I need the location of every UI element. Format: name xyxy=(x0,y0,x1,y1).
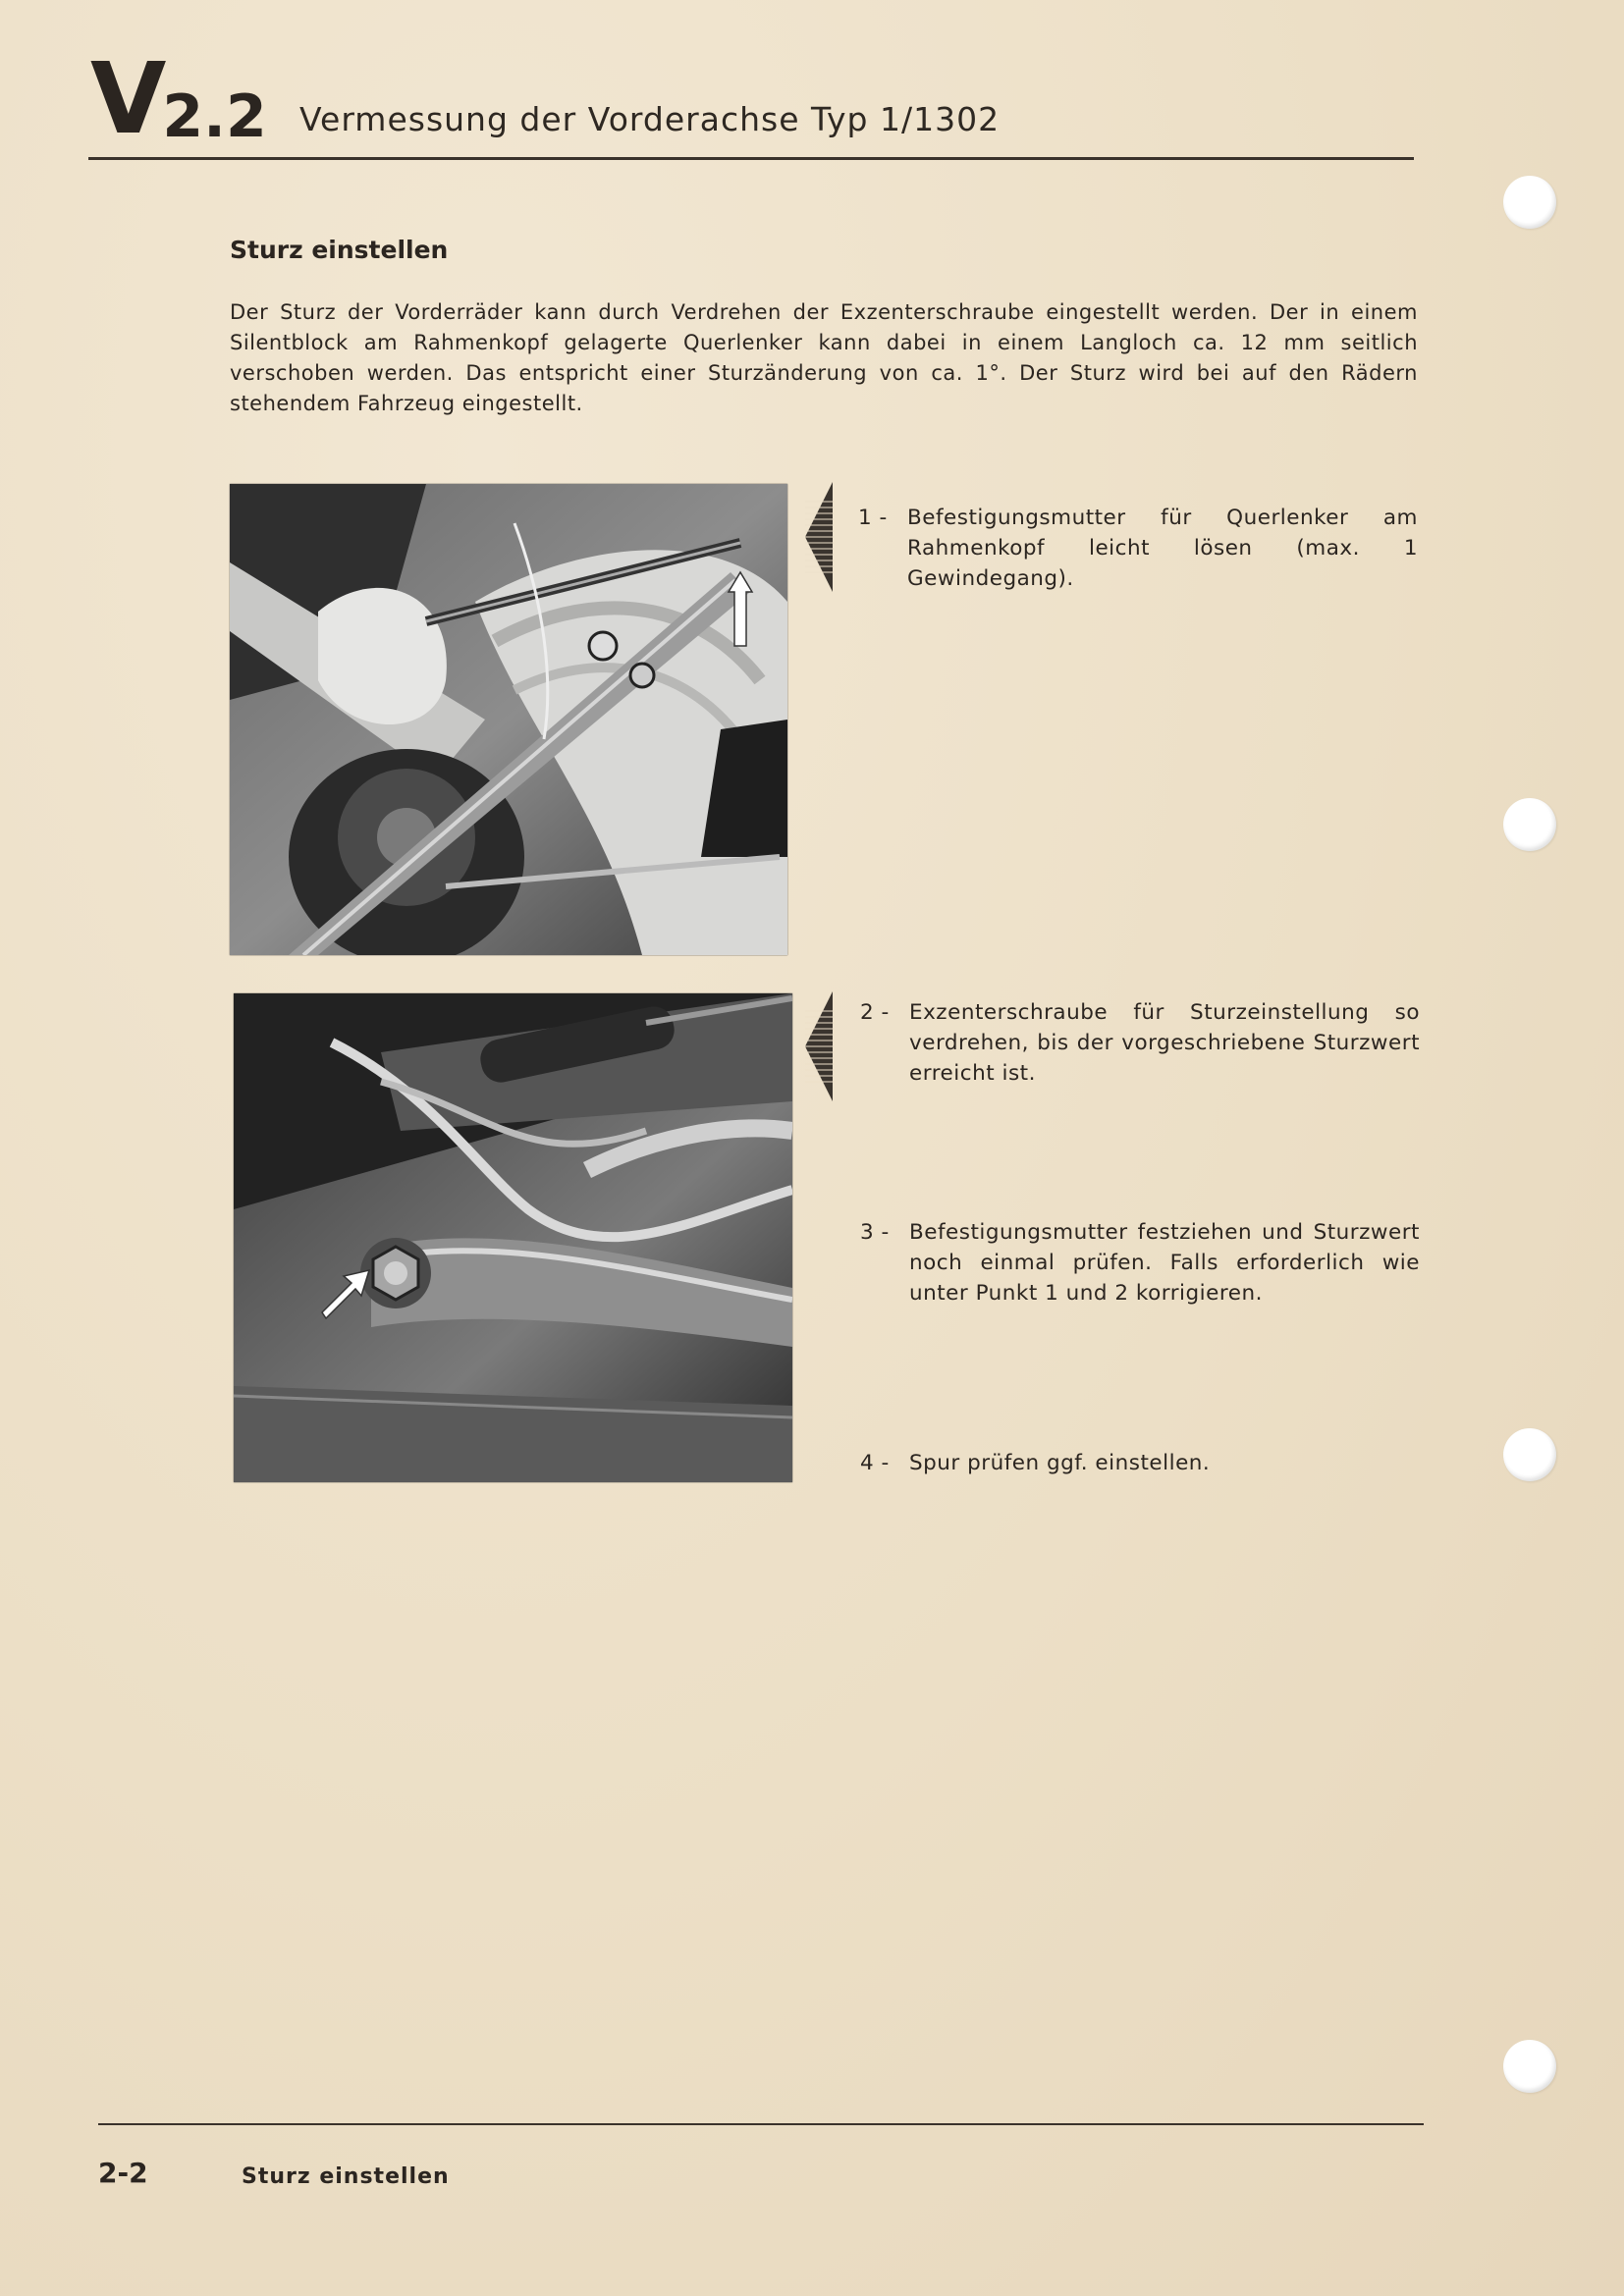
step-pointer-icon xyxy=(805,482,835,592)
footer-divider xyxy=(98,2123,1424,2125)
punch-hole xyxy=(1503,798,1556,851)
punch-hole xyxy=(1503,176,1556,229)
page-title: Vermessung der Vorderachse Typ 1/1302 xyxy=(299,100,1001,138)
step-item xyxy=(860,997,1420,1089)
intro-paragraph: Der Sturz der Vorderräder kann durch Verdrehen der Exzenterschraube eingestellt werden. Der in einem Silentblock am Rahmenkopf gelagerte Querlenker kann dabei in einem Langloch ca. 12 mm seitlich verschoben werden. Das entspricht einer Sturzänderung von ca. 1°. Der Sturz wird bei auf den Rädern stehendem Fahrzeug eingestellt. xyxy=(230,300,1418,415)
step-item xyxy=(858,503,1418,594)
step-number: 4 - xyxy=(860,1451,890,1475)
step-text: Exzenterschraube für Sturzeinstellung so verdrehen, bis der vorgeschriebene Sturzwert erreicht ist. xyxy=(909,1000,1420,1086)
section-number-value: 2.2 xyxy=(162,82,267,151)
section-letter: V xyxy=(90,41,163,156)
section-heading: Sturz einstellen xyxy=(230,236,449,264)
photo-front-axle-nut xyxy=(230,484,787,955)
page-number: 2-2 xyxy=(98,2157,148,2189)
photo-eccentric-bolt xyxy=(234,993,792,1482)
step-number: 3 - xyxy=(860,1220,890,1245)
step-number: 2 - xyxy=(860,1000,890,1025)
footer-title: Sturz einstellen xyxy=(242,2164,450,2189)
step-text: Befestigungsmutter festziehen und Sturzwert noch einmal prüfen. Falls erforderlich wie unter Punkt 1 und 2 korrigieren. xyxy=(909,1220,1420,1306)
step-text: Befestigungsmutter für Querlenker am Rahmenkopf leicht lösen (max. 1 Gewindegang). xyxy=(907,506,1418,591)
step-text: Spur prüfen ggf. einstellen. xyxy=(909,1451,1211,1475)
punch-hole xyxy=(1503,2040,1556,2093)
step-item xyxy=(860,1217,1420,1308)
step-pointer-icon xyxy=(805,991,835,1101)
step-item xyxy=(860,1448,1420,1478)
punch-hole xyxy=(1503,1428,1556,1481)
header-divider xyxy=(88,157,1414,160)
step-number: 1 - xyxy=(858,506,888,530)
section-number xyxy=(90,41,267,156)
